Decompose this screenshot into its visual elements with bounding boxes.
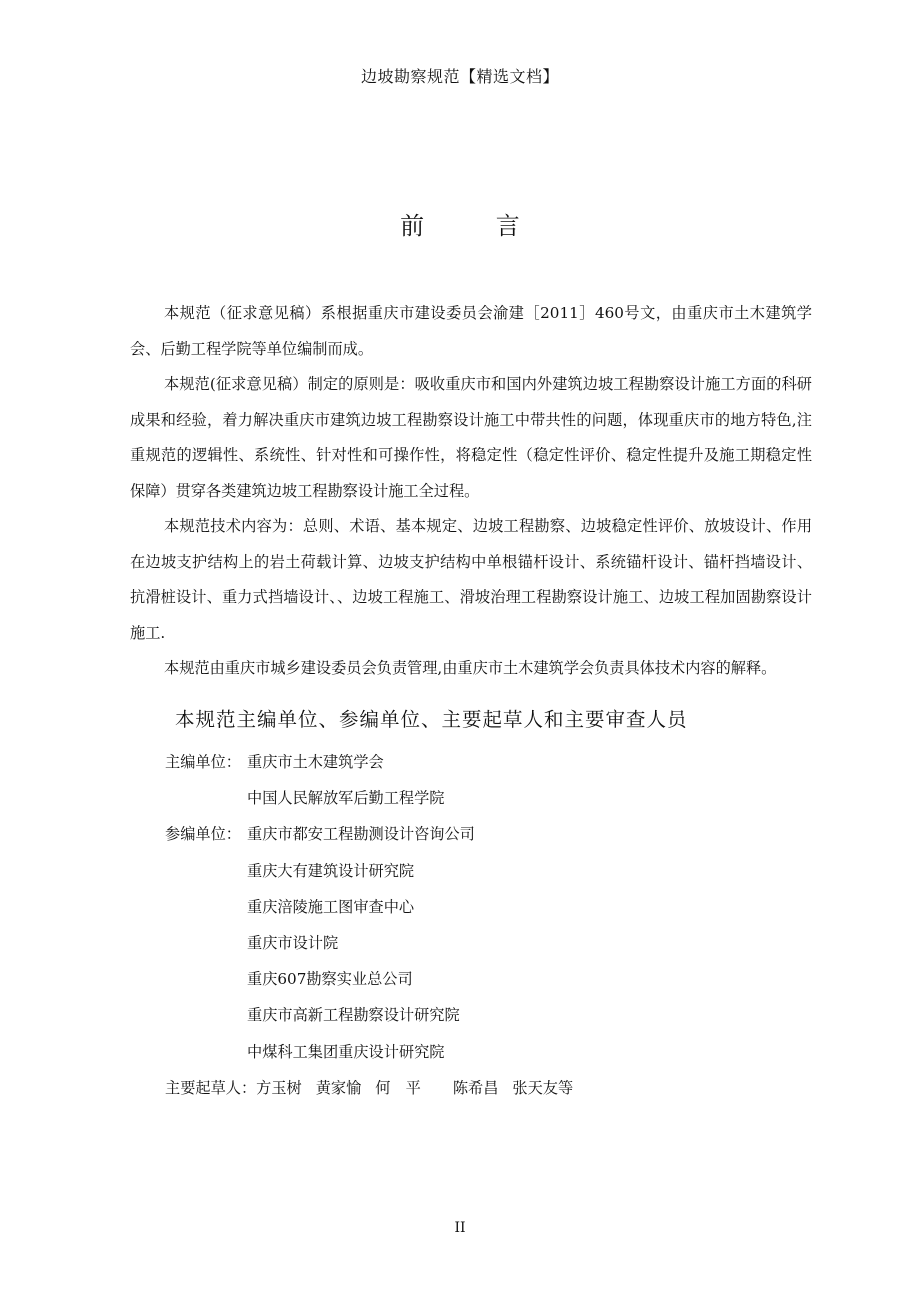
participating-unit: 中煤科工集团重庆设计研究院 xyxy=(247,1042,445,1061)
paragraph: 本规范(征求意见稿）制定的原则是：吸收重庆市和国内外建筑边坡工程勘察设计施工方面的科研成果和经验，着力解决重庆市建筑边坡工程勘察设计施工中带共性的问题，体现重庆市的地方特色,注重规范的逻辑性、系统性、针对性和可操作性，将稳定性（稳定性评价、稳定性提升及施工期稳定性保障）贯穿各类建筑边坡工程勘察设计施工全过程。 xyxy=(130,375,812,500)
participating-unit: 重庆607勘察实业总公司 xyxy=(247,970,413,989)
participating-unit-row xyxy=(165,997,587,1033)
participating-unit: 重庆涪陵施工图审查中心 xyxy=(247,897,415,916)
paragraph: 本规范（征求意见稿）系根据重庆市建设委员会渝建［2011］460号文，由重庆市土木建筑学会、后勤工程学院等单位编制而成。 xyxy=(130,304,812,358)
participating-unit-row xyxy=(165,853,587,889)
paragraph: 本规范技术内容为：总则、术语、基本规定、边坡工程勘察、边坡稳定性评价、放坡设计、作用在边坡支护结构上的岩土荷载计算、边坡支护结构中单根锚杆设计、系统锚杆设计、锚杆挡墙设计、抗滑桩设计、重力式挡墙设计、、边坡工程施工、滑坡治理工程勘察设计施工、边坡工程加固勘察设计施工. xyxy=(130,517,812,642)
drafter-name: 何 平 xyxy=(375,1078,421,1097)
participating-unit-row xyxy=(165,1034,587,1070)
participating-unit-row xyxy=(165,961,587,997)
drafter-name: 黄家愉 xyxy=(315,1078,362,1097)
page-number: II xyxy=(454,1220,466,1236)
drafter-name: 陈希昌 xyxy=(452,1078,499,1097)
participating-unit-row xyxy=(165,816,587,852)
participating-unit-row xyxy=(165,889,587,925)
participating-unit-row xyxy=(165,925,587,961)
chief-unit: 重庆市土木建筑学会 xyxy=(247,753,384,771)
drafter-name: 张天友等 xyxy=(512,1078,574,1097)
drafter-name: 方玉树 xyxy=(256,1078,302,1097)
page-title: 前 言 xyxy=(400,212,552,240)
page-header: 边坡勘察规范【精选文档】 xyxy=(360,67,559,86)
participating-unit: 重庆市高新工程勘察设计研究院 xyxy=(247,1006,460,1025)
preface-body xyxy=(130,296,812,687)
chief-unit-row xyxy=(165,744,587,780)
participating-unit: 重庆市都安工程勘测设计咨询公司 xyxy=(247,825,475,844)
chief-unit: 中国人民解放军后勤工程学院 xyxy=(247,789,445,808)
section-heading: 本规范主编单位、参编单位、主要起草人和主要审查人员 xyxy=(175,708,688,731)
chief-unit-row xyxy=(165,780,587,816)
chief-units-label: 主编单位： xyxy=(165,753,241,771)
organization-list xyxy=(165,744,587,1106)
participating-unit: 重庆大有建筑设计研究院 xyxy=(247,861,415,880)
participating-units-label: 参编单位： xyxy=(165,825,241,844)
paragraph: 本规范由重庆市城乡建设委员会负责管理,由重庆市土木建筑学会负责具体技术内容的解释。 xyxy=(164,659,777,677)
drafters-row xyxy=(165,1070,587,1106)
participating-unit: 重庆市设计院 xyxy=(247,934,339,953)
drafters-label: 主要起草人： xyxy=(165,1078,257,1097)
